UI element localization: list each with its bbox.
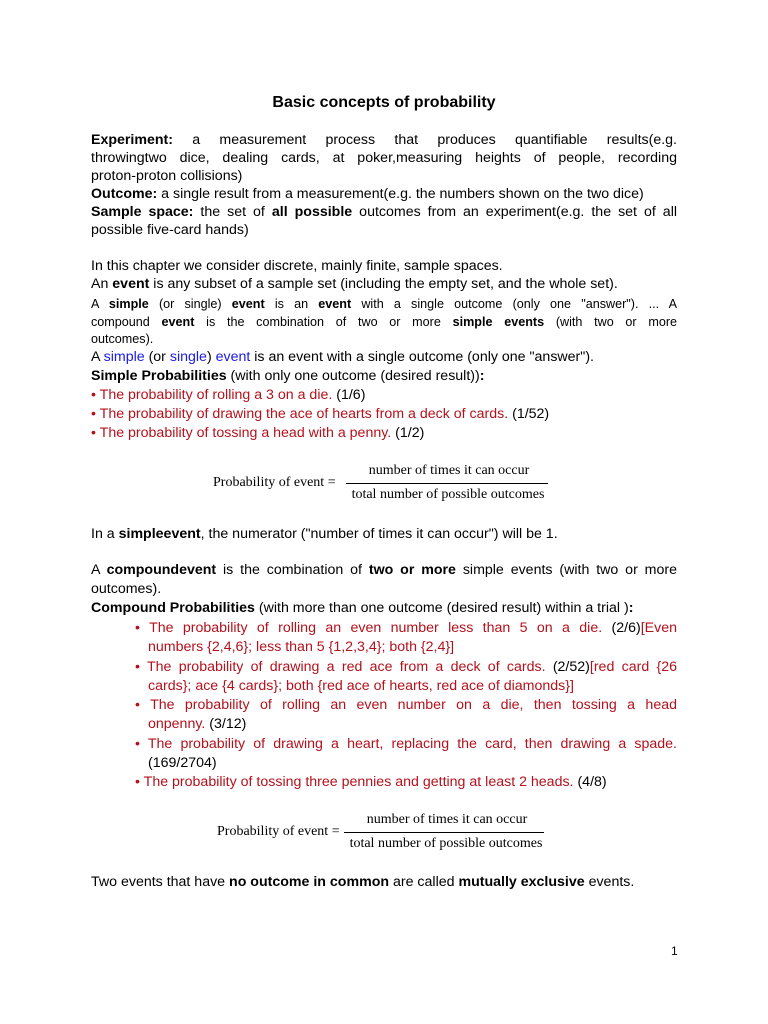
outcome-definition: Outcome: a single result from a measurement(e.g. the numbers shown on the two dice) bbox=[91, 186, 644, 202]
simple-probabilities-heading: Simple Probabilities (with only one outcome (desired result)): bbox=[91, 368, 485, 384]
experiment-term: Experiment: bbox=[91, 132, 173, 148]
formula-denominator: total number of possible outcomes bbox=[349, 836, 543, 851]
simple-event-note: In a simpleevent, the numerator ("number of times it can occur") will be 1. bbox=[91, 526, 558, 542]
outcome-term: Outcome: bbox=[91, 186, 158, 202]
page-title: Basic concepts of probability bbox=[272, 94, 496, 111]
list-item: • The probability of drawing a heart, replacing the card, then drawing a spade. bbox=[135, 736, 677, 752]
sample-space-line-1: Sample space: the set of all possible outcomes from an experiment(e.g. the set of all bbox=[91, 204, 677, 220]
formula-lhs: Probability of event = bbox=[217, 824, 340, 839]
simple-event-quote-line-1: A simple (or single) event is an event with a single outcome (only one "answer"). ... A bbox=[91, 297, 677, 311]
compound-probabilities-heading: Compound Probabilities (with more than one outcome (desired result) within a trial ): bbox=[91, 600, 634, 616]
sample-space-line-2: possible five-card hands) bbox=[91, 222, 249, 238]
list-item: • The probability of rolling an even number less than 5 on a die. (2/6)[Even bbox=[135, 620, 677, 636]
list-item: • The probability of tossing a head with a penny. (1/2) bbox=[91, 425, 425, 441]
list-item: • The probability of drawing the ace of hearts from a deck of cards. (1/52) bbox=[91, 406, 550, 422]
fraction-bar bbox=[346, 483, 548, 484]
formula-lhs: Probability of event = bbox=[213, 475, 336, 490]
compound-event-line-1: A compoundevent is the combination of two or more simple events (with two or more bbox=[91, 562, 677, 578]
mutually-exclusive-definition: Two events that have no outcome in common are called mutually exclusive events. bbox=[91, 874, 635, 890]
event-definition: An event is any subset of a sample set (including the empty set, and the whole set). bbox=[91, 276, 618, 292]
experiment-line-3: proton-proton collisions) bbox=[91, 168, 243, 184]
simple-event-definition: A simple (or single) event is an event with a single outcome (only one "answer"). bbox=[91, 349, 594, 365]
probability-formula bbox=[213, 463, 553, 507]
formula-denominator: total number of possible outcomes bbox=[351, 487, 545, 502]
list-item-continuation: onpenny. (3/12) bbox=[148, 716, 247, 732]
formula-numerator: number of times it can occur bbox=[366, 812, 528, 827]
list-item: • The probability of drawing a red ace from a deck of cards. (2/52)[red card {26 bbox=[135, 659, 677, 675]
chapter-intro: In this chapter we consider discrete, mainly finite, sample spaces. bbox=[91, 258, 503, 274]
experiment-line-1: Experiment: a measurement process that produces quantifiable results(e.g. bbox=[91, 132, 677, 148]
list-item-continuation: numbers {2,4,6}; less than 5 {1,2,3,4}; both {2,4}] bbox=[148, 639, 455, 655]
list-item: • The probability of rolling an even number on a die, then tossing a head bbox=[135, 697, 677, 713]
compound-event-line-2: outcomes). bbox=[91, 581, 162, 597]
list-item-continuation: (169/2704) bbox=[148, 755, 217, 771]
sample-space-term: Sample space: bbox=[91, 204, 194, 220]
list-item: • The probability of rolling a 3 on a die. (1/6) bbox=[91, 387, 366, 403]
simple-event-quote-line-3: outcomes). bbox=[91, 332, 154, 346]
list-item: • The probability of tossing three pennies and getting at least 2 heads. (4/8) bbox=[135, 774, 607, 790]
list-item-continuation: cards}; ace {4 cards}; both {red ace of hearts, red ace of diamonds}] bbox=[148, 678, 574, 694]
experiment-line-2: throwingtwo dice, dealing cards, at poker,measuring heights of people, recording bbox=[91, 150, 677, 166]
page-number: 1 bbox=[671, 944, 678, 958]
simple-event-quote-line-2: compound event is the combination of two or more simple events (with two or more bbox=[91, 315, 678, 329]
fraction-bar bbox=[344, 832, 544, 833]
probability-formula bbox=[217, 812, 557, 856]
formula-numerator: number of times it can occur bbox=[368, 463, 530, 478]
